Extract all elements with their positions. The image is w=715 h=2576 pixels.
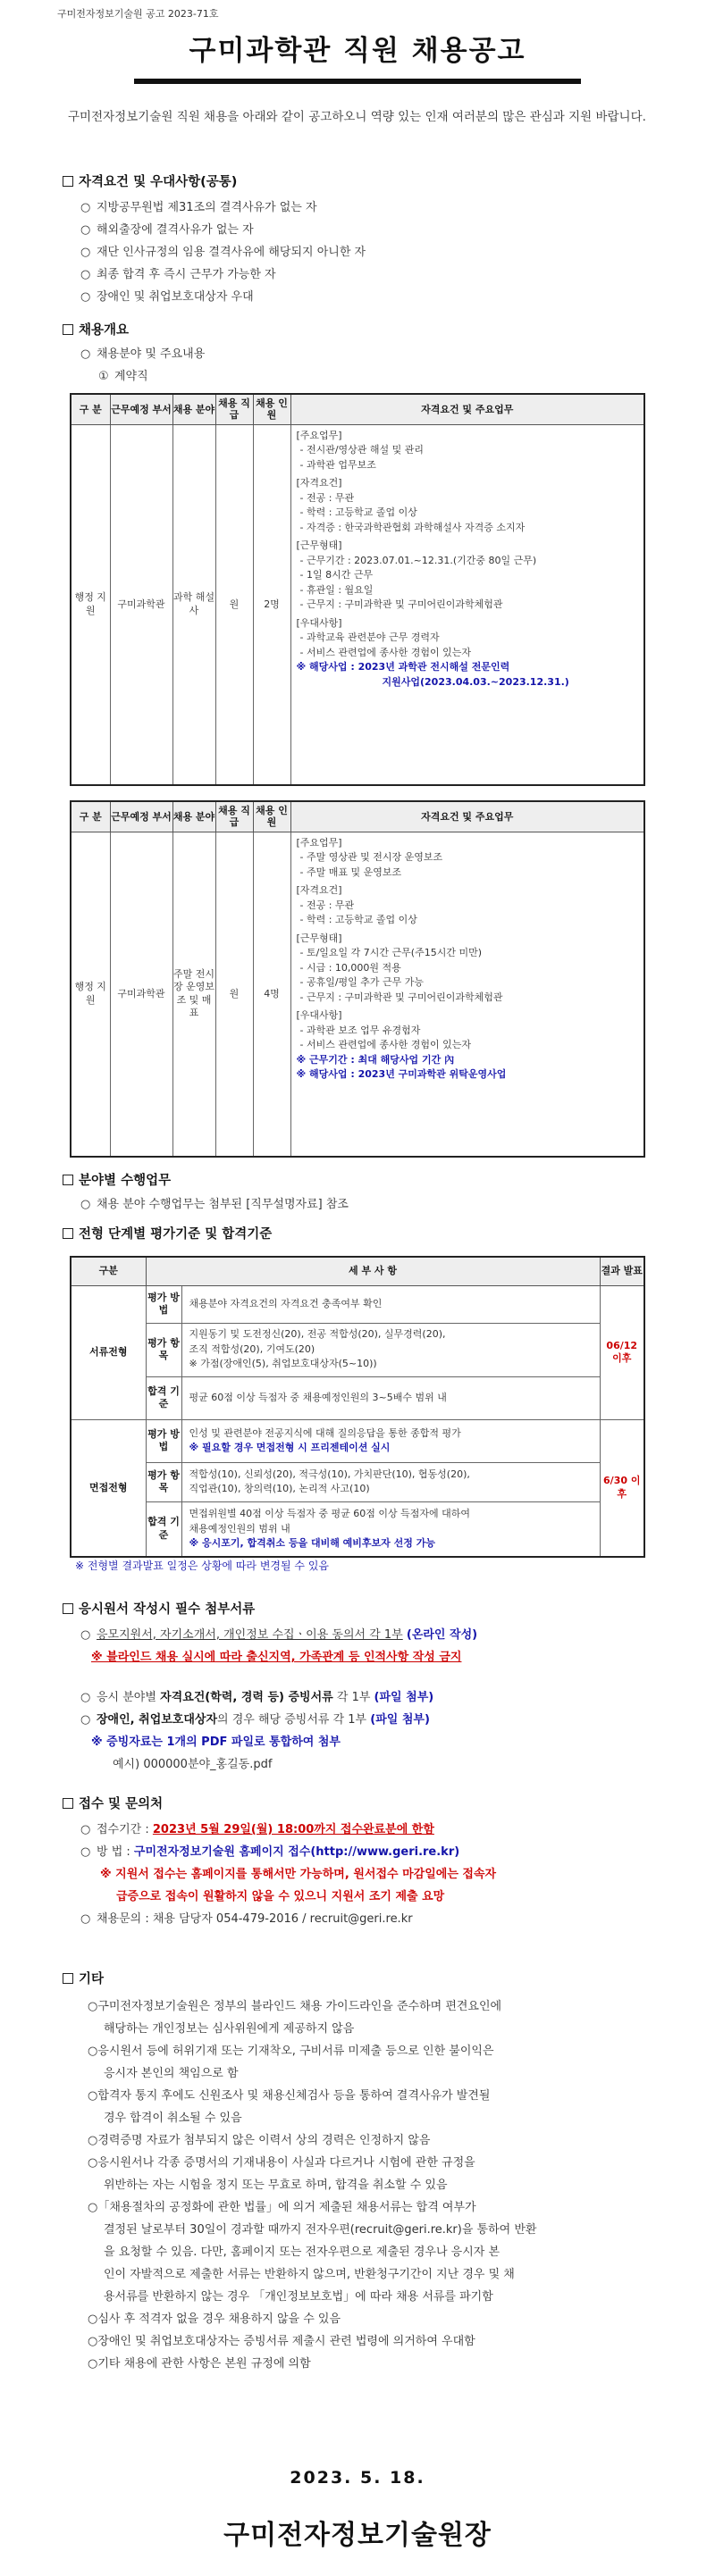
duties-list [80,1193,661,1216]
circle-bullet-icon: ○ [88,2335,98,2348]
list-item: ○ 접수기간 : 2023년 5월 29일(월) 18:00까지 접수완료분에 한함 [80,1819,661,1841]
list-item: ○합격자 통지 후에도 신원조사 및 채용신체검사 등을 통하여 결격사유가 발견될 경우 합격이 취소될 수 있음 [88,2089,491,2125]
list-item: ○「채용절차의 공정화에 관한 법률」에 의거 제출된 채용서류는 합격 여부가 결정된 날로부터 30일이 경과할 때까지 전자우편(recruit@geri.re.kr)을 통하여 반환 을 요청할 수 있음. 다만, 홈페이지 또는 전자우편으로 제출된 경우나 응시자 본 인이 자발적으로 제출한 서류는 반환하지 않으며, 반환청구기간이 지난 경우 및 채 용서류를 반환하지 않는 경우 「개인정보보호법」에 따라 채용 서류를 파기함 [88,2201,537,2304]
job-dept: 구미과학관 [110,424,172,785]
circle-bullet-icon: ○ [88,2000,98,2013]
checkbox-square-icon [63,1973,73,1984]
list-item: ○심사 후 적격자 없을 경우 채용하지 않을 수 있음 [88,2313,341,2326]
list-item: ○경력증명 자료가 첨부되지 않은 이력서 상의 경력은 인정하지 않음 [88,2134,431,2147]
list-item: ○응시원서 등에 허위기재 또는 기재착오, 구비서류 미제출 등으로 인한 불이익은 응시자 본인의 책임으로 함 [88,2045,494,2080]
stage-name: 서류전형 [71,1285,146,1419]
overview-list [80,343,661,388]
circle-bullet-icon: ○ [88,2313,98,2326]
job-grade: 원 [215,424,253,785]
list-item: ○ 장애인, 취업보호대상자의 경우 해당 증빙서류 각 1부 (파일 첨부) [80,1709,661,1731]
circle-bullet-icon: ○ [80,1198,91,1211]
job-count: 4명 [253,832,290,1157]
list-item: ○ 방 법 : 구미전자정보기술원 홈페이지 접수(http://www.geri.re.kr) [80,1841,661,1863]
row-detail: 면접위원별 40점 이상 득점자 중 평균 60점 이상 득점자에 대하여 채용예정인원의 범위 내 ※ 응시포기, 합격취소 등을 대비해 예비후보자 선정 가능 [181,1501,600,1557]
evaluation-table [70,1256,645,1558]
list-item: ○ 최종 합격 후 즉시 근무가 가능한 자 [80,263,661,286]
list-item: ○기타 채용에 관한 사항은 본원 규정에 의함 [88,2357,311,2371]
checkbox-square-icon [63,324,73,335]
list-item: ○ 응모지원서, 자기소개서, 개인정보 수집ㆍ이용 동의서 각 1부 (온라인 작성) [80,1624,661,1646]
circle-bullet-icon: ○ [80,1713,91,1727]
job-table-1 [70,393,645,786]
section-duties-heading: 분야별 수행업무 [63,1172,171,1192]
section-evaluation-heading: 전형 단계별 평가기준 및 합격기준 [63,1225,272,1245]
list-item: ○ 장애인 및 취업보호대상자 우대 [80,286,661,308]
pdf-example: 예시) 000000분야_홍길동.pdf [113,1758,273,1771]
checkbox-square-icon [63,1603,73,1614]
list-item: ○ 해외출장에 결격사유가 없는 자 [80,219,661,241]
job-dept: 구미과학관 [110,832,172,1157]
job-table-2 [70,800,645,1158]
circle-bullet-icon: ○ [88,2089,98,2103]
column-header: 근무예정 부서 [110,394,172,424]
row-detail: 지원동기 및 도전정신(20), 전공 적합성(20), 실무경력(20), 조직 적합성(20), 기여도(20) ※ 가점(장애인(5), 취업보호대상자(5~10)) [181,1323,600,1376]
circle-bullet-icon: ○ [80,223,91,237]
row-detail: 평균 60점 이상 득점자 중 채용예정인원의 3~5배수 범위 내 [181,1376,600,1419]
row-detail: 적합성(10), 신뢰성(20), 적극성(10), 가치판단(10), 협동성(20), 직업관(10), 창의력(10), 논리적 사고(10) [181,1462,600,1501]
circle-bullet-icon: ○ [80,1912,91,1926]
list-item: ○ 채용문의 : 채용 담당자 054-479-2016 / recruit@geri.re.kr [80,1908,661,1930]
column-header: 채용 분야 [172,801,215,832]
application-list [80,1819,661,1930]
evaluation-note: ※ 전형별 결과발표 일정은 상황에 따라 변경될 수 있음 [75,1560,330,1572]
list-item: ○ 지방공무원법 제31조의 결격사유가 없는 자 [80,197,661,219]
column-header: 세 부 사 항 [146,1257,600,1285]
section-etc-heading: 기타 [63,1970,104,1990]
circle-bullet-icon: ○ [80,246,91,259]
list-item: ○ 채용 분야 수행업무는 첨부된 [직무설명자료] 참조 [80,1193,661,1216]
circle-bullet-icon: ○ [80,1845,91,1859]
job-category: 행정 지원 [71,424,110,785]
row-key: 합격 기준 [146,1376,181,1419]
list-item: ① 계약직 [80,365,661,388]
column-header: 결과 발표 [600,1257,644,1285]
row-detail: 채용분야 자격요건의 자격요건 충족여부 확인 [181,1285,600,1323]
checkbox-square-icon [63,1228,73,1239]
qualifications-list [80,197,661,308]
circle-bullet-icon: ○ [80,268,91,281]
notice-number: 구미전자정보기술원 공고 2023-71호 [57,8,219,20]
row-key: 평가 방법 [146,1285,181,1323]
column-header: 채용 분야 [172,394,215,424]
job-field: 주말 전시장 운영보조 및 매표 [172,832,215,1157]
list-item: ○ 응시 분야별 자격요건(학력, 경력 등) 증빙서류 각 1부 (파일 첨부) [80,1686,661,1709]
column-header: 구 분 [71,394,110,424]
circle-bullet-icon: ○ [80,1823,91,1836]
column-header: 채용 직급 [215,801,253,832]
column-header: 채용 인원 [253,394,290,424]
circle-bullet-icon: ○ [80,201,91,214]
circle-bullet-icon: ○ [88,2156,98,2170]
intro-text: 구미전자정보기술원 직원 채용을 아래와 같이 공고하오니 역량 있는 인재 여러분의 많은 관심과 지원 바랍니다. [68,110,646,124]
circle-bullet-icon: ○ [88,2134,98,2147]
notice-date: 2023. 5. 18. [290,2468,425,2488]
result-date: 06/12 이후 [600,1285,644,1419]
section-overview-heading: 채용개요 [63,322,129,341]
job-count: 2명 [253,424,290,785]
list-item: ○장애인 및 취업보호대상자는 증빙서류 제출시 관련 법령에 의거하여 우대함 [88,2335,475,2348]
section-application-heading: 접수 및 문의처 [63,1795,163,1815]
checkbox-square-icon [63,1798,73,1809]
title-underline [134,79,581,84]
circle-bullet-icon: ○ [80,347,91,361]
row-key: 평가 항목 [146,1323,181,1376]
section-qualifications-heading: 자격요건 및 우대사항(공통) [63,173,237,193]
issuer-name: 구미전자정보기술원장 [223,2520,492,2551]
application-warning: ※ 지원서 접수는 홈페이지를 통해서만 가능하며, 원서접수 마감일에는 접속자 [100,1868,497,1881]
checkbox-square-icon [63,176,73,187]
bracket-number-icon: ① [98,370,109,383]
etc-list [88,1995,660,2375]
list-item: ○구미전자정보기술원은 정부의 블라인드 채용 가이드라인을 준수하며 편견요인에 해당하는 개인정보는 심사위원에게 제공하지 않음 [88,2000,502,2036]
list-item: ○응시원서나 각종 증명서의 기재내용이 사실과 다르거나 시험에 관한 규정을 위반하는 자는 시험을 정지 또는 무효로 하며, 합격을 취소할 수 있음 [88,2156,475,2192]
circle-bullet-icon: ○ [88,2045,98,2058]
application-warning: 급증으로 접속이 원활하지 않을 수 있으니 지원서 조기 제출 요망 [116,1890,445,1903]
column-header: 구 분 [71,801,110,832]
circle-bullet-icon: ○ [88,2201,98,2214]
section-documents-heading: 응시원서 작성시 필수 첨부서류 [63,1601,255,1620]
pdf-note: ※ 증빙자료는 1개의 PDF 파일로 통합하여 첨부 [91,1735,341,1749]
circle-bullet-icon: ○ [80,1691,91,1704]
column-header: 자격요건 및 주요업무 [290,801,644,832]
result-date: 6/30 이후 [600,1419,644,1557]
column-header: 자격요건 및 주요업무 [290,394,644,424]
job-field: 과학 해설사 [172,424,215,785]
page-title: 구미과학관 직원 채용공고 [189,35,526,67]
documents-list [80,1624,661,1776]
list-item: ○ 채용분야 및 주요내용 [80,343,661,365]
row-key: 평가 방법 [146,1419,181,1462]
circle-bullet-icon: ○ [80,290,91,304]
column-header: 근무예정 부서 [110,801,172,832]
blind-notice: ※ 블라인드 채용 실시에 따라 출신지역, 가족관계 등 인적사항 작성 금지 [91,1651,462,1664]
column-header: 구분 [71,1257,146,1285]
checkbox-square-icon [63,1175,73,1185]
job-requirements: [주요업무] - 전시관/영상관 해설 및 관리 - 과학관 업무보조 [자격요건] - 전공 : 무관 - 학력 : 고등학교 졸업 이상 - 자격증 : 한국과학관협회 과학해설사 자격증 소지자 [근무형태] - 근무기간 : 2023.07.01.~12.31.(기간중 80일 근무) - 1일 8시간 근무 - 휴관일 : 월요일 - 근무지 : 구미과학관 및 구미어린이과학체험관 [우대사항] - 과학교육 관련분야 근무 경력자 - 서비스 관련업에 종사한 경험이 있는자 ※ 해당사업 : 2023년 과학관 전시해설 전문인력 지원사업(2023.04.03.~2023.12.31.) [290,424,644,785]
column-header: 채용 직급 [215,394,253,424]
stage-name: 면접전형 [71,1419,146,1557]
job-requirements: [주요업무] - 주말 영상관 및 전시장 운영보조 - 주말 매표 및 운영보조 [자격요건] - 전공 : 무관 - 학력 : 고등학교 졸업 이상 [근무형태] - 토/일요일 각 7시간 근무(주15시간 미만) - 시급 : 10,000원 적용 - 공휴일/평일 추가 근무 가능 - 근무지 : 구미과학관 및 구미어린이과학체험관 [우대사항] - 과학관 보조 업무 유경험자 - 서비스 관련업에 종사한 경험이 있는자 ※ 근무기간 : 최대 해당사업 기간 內 ※ 해당사업 : 2023년 구미과학관 위탁운영사업 [290,832,644,1157]
job-category: 행정 지원 [71,832,110,1157]
job-grade: 원 [215,832,253,1157]
list-item: ○ 재단 인사규정의 임용 결격사유에 해당되지 아니한 자 [80,241,661,263]
column-header: 채용 인원 [253,801,290,832]
row-key: 합격 기준 [146,1501,181,1557]
circle-bullet-icon: ○ [80,1628,91,1642]
circle-bullet-icon: ○ [88,2357,98,2371]
row-key: 평가 항목 [146,1462,181,1501]
row-detail: 인성 및 관련분야 전공지식에 대해 질의응답을 통한 종합적 평가 ※ 필요할 경우 면접전형 시 프리젠테이션 실시 [181,1419,600,1462]
